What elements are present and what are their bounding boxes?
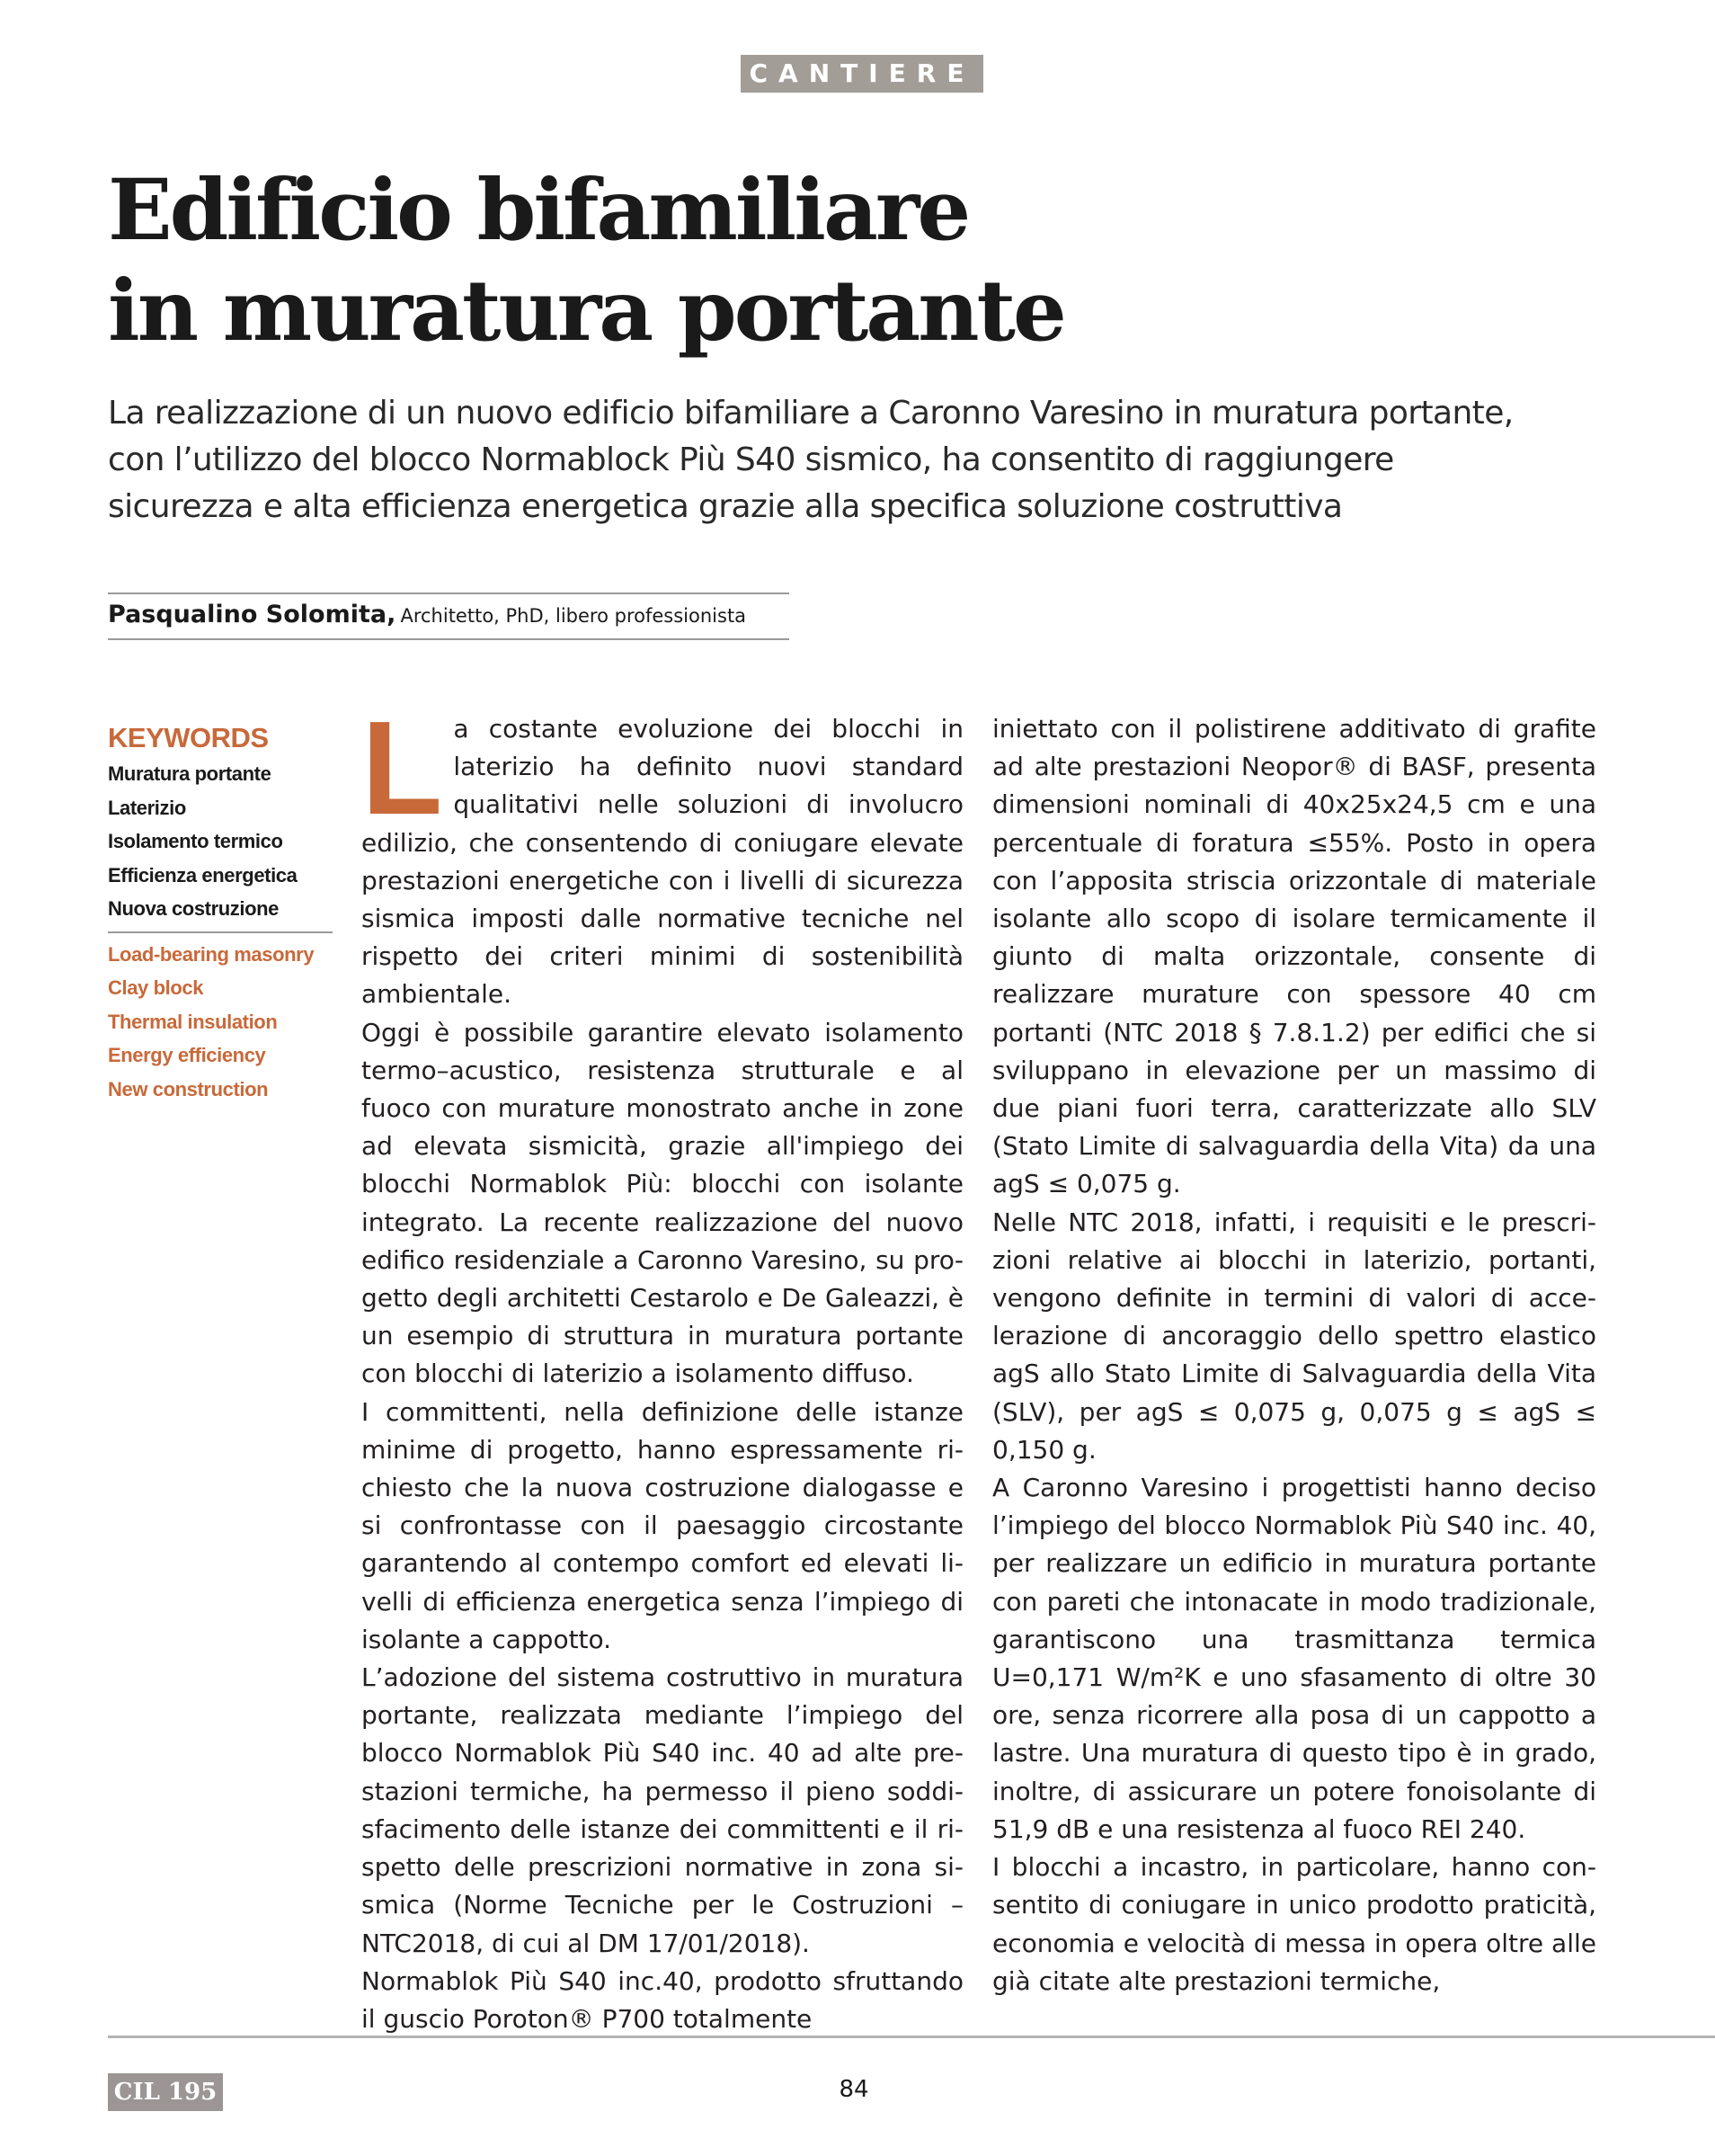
keyword-item-en: Energy efficiency — [108, 1044, 266, 1066]
subtitle-line: con l’utilizzo del blocco Normablock Più S40 sismico, ha consentito di raggiungere — [108, 441, 1394, 478]
keyword-item: Efficienza energetica — [108, 863, 298, 886]
author-byline — [108, 601, 746, 628]
keyword-item: Laterizio — [108, 796, 186, 819]
keywords-heading: KEYWORDS — [108, 722, 269, 753]
author-top-rule — [108, 592, 789, 594]
article-subtitle — [108, 390, 1618, 530]
page-number: 84 — [839, 2076, 869, 2103]
subtitle-line: sicurezza e alta efficienza energetica grazie alla specifica soluzione costruttiva — [108, 488, 1343, 525]
body-paragraph: iniettato con il polistirene additivato di grafite ad alte prestazioni Neopor® di BASF, presenta dimensioni nominali di 40x25x24,5 cm e una percentuale di foratura ≤55%. Posto in opera con l’apposita striscia orizzontale di materiale isolante allo scopo di isolare termicamente il giunto di malta orizzontale, consente di realizzare murature con spessore 40 cm portanti (NTC 2018 § 7.8.1.2) per edifici che si sviluppano in elevazione per un massimo di due piani fuori terra, caratterizzate allo SLV (Stato Limite di salvaguardia della Vita) da una agS ≤ 0,075 g. — [992, 714, 1596, 1199]
author-bottom-rule — [108, 638, 789, 640]
footer-rule — [108, 2036, 1715, 2038]
drop-cap: L — [361, 694, 443, 842]
body-paragraph: Oggi è possibile garantire elevato isolamento termo–acustico, resistenza strutturale e al fuoco con murature monostrato anche in zone ad elevata sismicità, grazie all'impiego dei blocchi Normablok Più: blocchi con isolante integrato. La recente realizzazione del nuovo edifico residenziale a Caronno Varesino, su progetto degli architetti Cestarolo e De Galeazzi, è un esempio di struttura in muratura portante con blocchi di laterizio a isolamento diffuso. — [361, 1017, 964, 1389]
keyword-item: Nuova costruzione — [108, 897, 280, 920]
keyword-item-en: Load-bearing masonry — [108, 942, 315, 966]
body-paragraph: I blocchi a incastro, in particolare, hanno consentito di coniugare in unico prodotto praticità, economia e velocità di messa in opera oltre alle già citate alte prestazioni termiche, — [992, 1852, 1596, 1996]
body-column-2 — [992, 710, 1596, 2000]
body-paragraph: L’adozione del sistema costruttivo in muratura portante, realizzata mediante l’impiego del blocco Normablok Più S40 inc. 40 ad alte prestazioni termiche, ha permesso il pieno soddisfacimento delle istanze dei committenti e il rispetto delle prescrizioni normative in zona sismica (Norme Tecniche per le Costruzioni – NTC2018, di cui al DM 17/01/2018). — [361, 1662, 964, 1958]
body-paragraph: a costante evoluzione dei blocchi in laterizio ha definito nuovi standard qualitativi nelle soluzioni di involucro edilizio, che consentendo di coniugare elevate prestazioni energetiche con i livelli di sicurezza sismica imposti dalle normative tecniche nel rispetto dei criteri minimi di sostenibilità ambientale. — [361, 714, 964, 1010]
keywords-english-list — [108, 938, 333, 1107]
title-line-1: Edificio bifamiliare — [108, 161, 969, 260]
keyword-item: Muratura portante — [108, 762, 271, 785]
article-title — [108, 160, 1546, 361]
magazine-badge: CIL 195 — [108, 2073, 223, 2111]
title-line-2: in muratura portante — [108, 262, 1064, 361]
section-tag: CANTIERE — [741, 55, 983, 93]
keyword-item: Isolamento termico — [108, 830, 283, 852]
body-paragraph: Normablok Più S40 inc.40, prodotto sfruttando il guscio Poroton® P700 totalmente — [361, 1965, 964, 2034]
subtitle-line: La realizzazione di un nuovo edificio bifamiliare a Caronno Varesino in muratura portante, — [108, 395, 1514, 432]
keywords-box — [108, 719, 333, 1106]
body-paragraph: I committenti, nella definizione delle istanze minime di progetto, hanno espressamente richiesto che la nuova costruzione dialogasse e si confrontasse con il paesaggio circostante garantendo al contempo comfort ed elevati livelli di efficienza energetica senza l’impiego di isolante a cappotto. — [361, 1396, 964, 1654]
keyword-item-en: Clay block — [108, 976, 204, 999]
keyword-item-en: New construction — [108, 1077, 269, 1100]
keywords-divider — [108, 931, 333, 933]
keywords-italian-list — [108, 757, 333, 926]
body-paragraph: Nelle NTC 2018, infatti, i requisiti e le prescrizioni relative ai blocchi in laterizio, portanti, vengono definite in termini di valori di accelerazione di ancoraggio dello spettro elastico agS allo Stato Limite di Salvaguardia della Vita (SLV), per agS ≤ 0,075 g, 0,075 g ≤ agS ≤ 0,150 g. — [992, 1207, 1596, 1465]
author-role: Architetto, PhD, libero professionista — [400, 605, 747, 627]
keyword-item-en: Thermal insulation — [108, 1010, 278, 1033]
body-paragraph: A Caronno Varesino i progettisti hanno deciso l’impiego del blocco Normablok Più S40 inc. 40, per realizzare un edificio in muratura portante con pareti che intonacate in modo tradizionale, garantiscono una trasmittanza termica U=0,171 W/m²K e uno sfasamento di oltre 30 ore, senza ricorrere alla posa di un cappotto a lastre. Una muratura di questo tipo è in grado, inoltre, di assicurare un potere fonoisolante di 51,9 dB e una resistenza al fuoco REI 240. — [992, 1473, 1596, 1844]
author-name: Pasqualino Solomita, — [108, 601, 396, 628]
body-column-1 — [361, 694, 964, 2038]
